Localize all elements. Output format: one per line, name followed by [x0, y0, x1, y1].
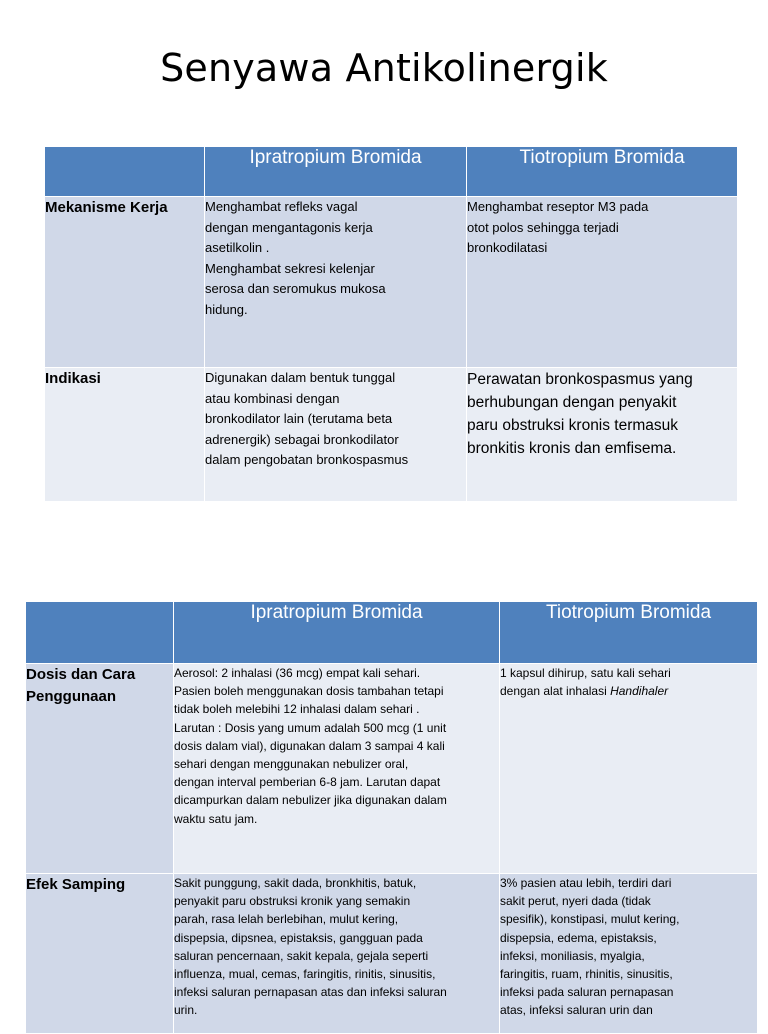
tiotropium-dosis-device: Handihaler: [610, 684, 669, 699]
header-empty: [45, 147, 205, 197]
header-empty: [26, 602, 174, 664]
tiotropium-dosis-text: 1 kapsul dihirup, satu kali sehari dengan alat inhalasi: [500, 666, 671, 699]
cell-ipratropium-mekanisme: Menghambat refleks vagal dengan mengantagonis kerja asetilkolin . Menghambat sekresi kelenjar serosa dan seromukus mukosa hidung.: [205, 197, 467, 368]
row-label-indikasi: Indikasi: [45, 368, 205, 502]
cell-tiotropium-efek: 3% pasien atau lebih, terdiri dari sakit perut, nyeri dada (tidak spesifik), konstipasi, mulut kering, dispepsia, edema, epistaksis, infeksi, moniliasis, myalgia, faringitis, ruam, rhinitis, sinusitis, infeksi pada saluran pernapasan atas, infeksi saluran urin dan: [500, 874, 758, 1034]
comparison-table-1: [44, 146, 738, 502]
row-label-mekanisme: Mekanisme Kerja: [45, 197, 205, 368]
slide-title: Senyawa Antikolinergik: [160, 46, 608, 90]
header-ipratropium: Ipratropium Bromida: [205, 147, 467, 197]
cell-tiotropium-mekanisme: Menghambat reseptor M3 pada otot polos sehingga terjadi bronkodilatasi: [467, 197, 738, 368]
cell-ipratropium-dosis: Aerosol: 2 inhalasi (36 mcg) empat kali sehari. Pasien boleh menggunakan dosis tambahan tetapi tidak boleh melebihi 12 inhalasi dalam sehari . Larutan : Dosis yang umum adalah 500 mcg (1 unit dosis dalam vial), digunakan dalam 3 sampai 4 kali sehari dengan menggunakan nebulizer oral, dengan interval pemberian 6-8 jam. Larutan dapat dicampurkan dalam nebulizer jika digunakan dalam waktu satu jam.: [174, 664, 500, 874]
header-tiotropium: Tiotropium Bromida: [500, 602, 758, 664]
row-label-dosis: Dosis dan Cara Penggunaan: [26, 664, 174, 874]
cell-ipratropium-indikasi: Digunakan dalam bentuk tunggal atau kombinasi dengan bronkodilator lain (terutama beta adrenergik) sebagai bronkodilator dalam pengobatan bronkospasmus: [205, 368, 467, 502]
comparison-table-2: [25, 601, 758, 1034]
table-row: [45, 197, 738, 368]
header-tiotropium: Tiotropium Bromida: [467, 147, 738, 197]
table-row: [26, 664, 758, 874]
header-ipratropium: Ipratropium Bromida: [174, 602, 500, 664]
table-row: [26, 874, 758, 1034]
cell-ipratropium-efek: Sakit punggung, sakit dada, bronkhitis, batuk, penyakit paru obstruksi kronik yang semakin parah, rasa lelah berlebihan, mulut kering, dispepsia, dipsnea, epistaksis, gangguan pada saluran pencernaan, sakit kepala, gejala seperti influenza, mual, cemas, faringitis, rinitis, sinusitis, infeksi saluran pernapasan atas dan infeksi saluran urin.: [174, 874, 500, 1034]
table-header-row: [26, 602, 758, 664]
table-header-row: [45, 147, 738, 197]
cell-tiotropium-dosis: [500, 664, 758, 874]
row-label-efek: Efek Samping: [26, 874, 174, 1034]
cell-tiotropium-indikasi: Perawatan bronkospasmus yang berhubungan dengan penyakit paru obstruksi kronis termasuk bronkitis kronis dan emfisema.: [467, 368, 738, 502]
table-row: [45, 368, 738, 502]
